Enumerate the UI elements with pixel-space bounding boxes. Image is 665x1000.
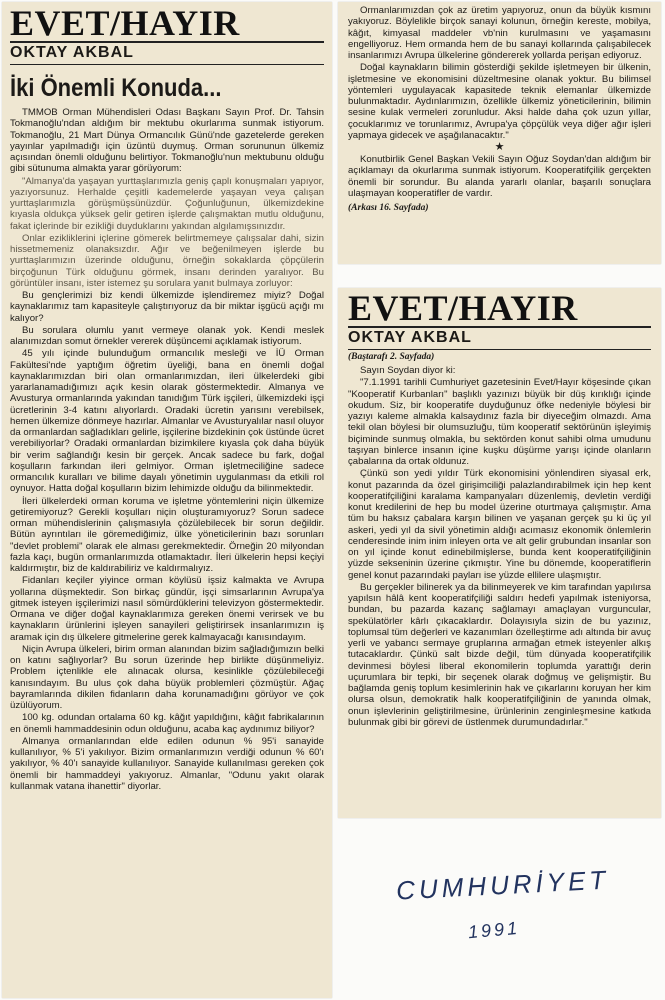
column-title: EVET/HAYIR [348, 288, 578, 328]
column-title: EVET/HAYIR [10, 3, 240, 43]
paragraph: 45 yılı içinde bulunduğum ormancılık mesleği ve İÜ Orman Fakültesi'nde yaptığım öğretim üyeliği, bana en önemli doğal kaynaklarımızdan biri olan ormanlarımızdan, ileri ülkelerdeki gibi yararlanamadığımızı açık kesin olarak göstermektedir. Almanya ve Avusturya ormanlarında yakından tanıdığım Türk işçileri, ülkemizdeki işçi ücretlerinin 3-4 katını alıyorlardı. Oradaki ücretin yarısını verebilsek, hemen ülkemize dönmeye hazırlar. Almanlar ve Avusturyalılar nasıl oluyor da ormanlardan sağladıkları gelirle, işçilerine bizdekinin çok üstünde ücret verebiliyorlar? Oradaki ormanlardan bizimkilere kıyasla çok daha büyük bir verim sağlandığı kesin bir gerçek. Ancak sadece bu fark, doğal koşulların farkından ileri gelmiyor. Orman işletmeciliğine sadece ormancılık kuralları ve bilime dayalı yönetimin uygulanması da etkili rol oynuyor. Hatta doğal koşulların bizim lehimizde olduğu da bilinmektedir. [10, 348, 324, 495]
newspaper-clipping-right-bottom [338, 288, 661, 818]
paragraph: Onlar ezikliklerini içlerine gömerek belirtmemeye çalışsalar dahi, sizin hissetmemeniz olanaksızdır. Ağır ve beğenilmeyen işlerde bu yurttaşlarımızın üzerinde olduğunu, örneğin sokaklarda çöpçülerin birçoğunun Türk olduğunu görmek, insanı derinden yaralıyor. Bu görüntüler insanı, ister istemez şu sorulara yanıt bulmaya zorluyor: [10, 232, 324, 289]
paragraph: "7.1.1991 tarihli Cumhuriyet gazetesinin Evet/Hayır köşesinde çıkan "Kooperatif Kurbanları" başlıklı yazınızı büyük bir düş kırıklığı içinde okudum. Siz, bir kooperatife duyduğunuz öfke nedeniyle böylesi bir yazıyı kaleme almakla kalsaydınız fazla bir diyeceğim olmazdı. Ama tekil olan böylesi bir olumsuzluğu, tüm kooperatif sektörünün işleyimiş biçiminde sunmuş olmakla, bu sektörden konut sahibi olma umudunu taşıyan binlerce insanın içine kuşku düşürme yarışı içinde olanların çabalarına da ortak oldunuz. [348, 377, 651, 467]
article-body [10, 107, 324, 792]
paragraph: "Almanya'da yaşayan yurttaşlarımızla geniş çaplı konuşmaları yapıyor, yazıyorsunuz. Herhalde çeşitli kademelerde yaşayan veya çalışan yurttaşlarımızla görüşmüşsünüzdür. Çoğunluğunun, ülkemizdekine kıyasla oldukça yüksek gelir getiren işlerde çalışmaktan mutlu olduğunu, fakat içlerinde bir ezikliği duyduklarını yakından algılamışsınızdır. [10, 175, 324, 232]
author-name: OKTAY AKBAL [10, 44, 134, 61]
handwritten-newspaper-name: CUMHURİYET [395, 864, 610, 906]
newspaper-clipping-right-top [338, 2, 661, 264]
paragraph: Almanya ormanlarından elde edilen odunun % 95'i sanayide kullanılıyor, % 5'i yakılıyor. Bizim ormanlarımızın verdiği odunun % 60'ı yakılıyor, % 40'ı sanayide kullanılıyor. Sanayide kullanılması gereken çok önemli bir hammaddeyi yakıyoruz. Almanlar, "Odunu yakıt olarak kullanmak vatana ihanettir" diyorlar. [10, 735, 324, 792]
paragraph: Fidanları keçiler yiyince orman köylüsü işsiz kalmakta ve Avrupa yollarına düşmektedir. Son birkaç gündür, işçi simsarlarının Avrupa'ya gitmek isteyen işçilerimizi nasıl sömürdüklerini televizyon göstermektedir. Ormana ve diğer doğal kaynaklarımıza gereken önemi verirsek ve bu kaynakların ürünlerini işleyen sanayileri geliştirirsek insanlarımızın iş aramak için dış ülkelere gitmelerine gerek kalmayacağı kanısındayım. [10, 575, 324, 643]
article-body-continued [348, 5, 651, 199]
article-body [348, 365, 651, 728]
paragraph: Bu sorulara olumlu yanıt vermeye olanak yok. Kendi meslek alanımızdan somut örnekler vererek düşüncemi açıklamak istiyorum. [10, 324, 324, 347]
paragraph: Doğal kaynakların bilimin gösterdiği şekilde işletmeyen bir ülkenin, işletmesine ve ekonomisini düzeltmesine olanak yoktur. Bu bilimsel yöntemleri uygulayacak kapasitede teknik elemanlar ülkemizde bulunmaktadır. Aydınlarımızın, özellikle ülkemiz yöneticilerinin, bilimin sesine kulak vermeleri zorunludur. Aksi halde daha çok uzun yıllar, çocuklarımız ve torunlarımız, Avrupa'ya çöpçülük veya diğer ağır işleri yapmaya gidecek ve aşağılanacaktır." [348, 62, 651, 141]
paragraph: Konutbirlik Genel Başkan Vekili Sayın Oğuz Soydan'dan aldığım bir açıklamayı da okurlarıma sunmak istiyorum. Kooperatifçilik gerçekten önemli bir sorundur. Bu alanda yararlı olanlar, başarılı sonuçlara ulaşmayan kooperatifler de vardır. [348, 154, 651, 199]
paragraph: Çünkü son yedi yıldır Türk ekonomisini yönlendiren siyasal erk, konut pazarında da özel girişimciliği palazlandırabilmek için hep kent kooperatifçiliğini karalama kampanyaları düzenlemiş, devletin verdiği konut kredilerini de hep bu model üzerine oturtmaya çalışmıştır. Ama tüm bu haksız çabalara karşın bilinen ve yaşanan gerçek şu ki üç yıl askeri, yedi yıl da sivil yönetimin aldığı acımasız ekonomik önlemlerin cenderesinde inim inim inleyen orta ve alt gelir grubundan insanlar son on yıl içinde konut edinebilmişlerse, bunda kent kooperatifçiliğinin yüzde sekseninin üzerine çıkmıştır. Yine bu dönemde, kooperatiflerin genel konut pazarındaki payları ise yüzde ellilere ulaşmıştır. [348, 468, 651, 581]
continued-note: (Baştarafı 2. Sayfada) [348, 352, 435, 362]
paragraph: İleri ülkelerdeki orman koruma ve işletme yöntemlerini niçin ülkemize getiremiyoruz? Gerekli koşulları niçin oluşturamıyoruz? Sorun sadece orman mühendislerinin çalışmasıyla çözülebilecek bir sorun değildir. Bütün ayrıntıları ile göremediğimiz, ülke yöneticilerinin bazı sorunları "devlet problemi" olarak ele alması gerekmektedir. Örneğin 20 milyondan fazla kaçı, bugün ormanlarımızda otlamaktadır. İleri ülkelerin hepsi keçiyi kaldırmıştır, biz de kaldırabiliriz ve kaldırmalıyız. [10, 495, 324, 574]
star-separator: ★ [494, 141, 505, 153]
paragraph: Niçin Avrupa ülkeleri, birim orman alanından bizim sağladığımızın belki on katını sağlıyorlar? Bu sorun üzerinde hep birlikte düşünmeliyiz. Problem içtenlikle ele alınacak olursa, kesinlikle çözülebileceği kanısındayım. Bu ulus çok daha büyük problemleri çözmüştür. Ağaç bayramlarında dikilen fidanların daha korunamadığını görüyor ve çok üzülüyorum. [10, 643, 324, 711]
paragraph: Bu gerçekler bilinerek ya da bilinmeyerek ve kim tarafından yapılırsa yapılsın hâlâ kent kooperatifçiliği saldırı hedefi yapılmak isteniyorsa, bundan, bu pazarda kazanç sağlamayı amaçlayan vurguncular, spekülatörler kârlı çıkacaklardır. Dolayısıyla sizin de bu yazınız, toplumsal tüm değerleri ve kazanımları özelleştirme adı altında bir avuç yerli ve yabancı sermaye gruplarına armağan etmek isteyenler alkış tutacaklardır. Çünkü salt bizde değil, tüm dünyada kooperatifçilik devinmesi böylesi liberal ekonomilerin toplumda yarattığı derin uçurumlara bir tepki, bir seçenek olarak doğmuş ve gelişmiştir. Bu bağlamda geniş toplum kesimlerinin hak ve çıkarlarını koruyan her kim olursa olsun, demokratik halk kooperatifçiliğinin de yanında olmak, onun işlevlerinin geliştirilmesine, ürünlerinin zenginleşmesine katkıda bulunmak gibi bir görevi de üstlenmek durumundadırlar." [348, 581, 651, 728]
paragraph: Sayın Soydan diyor ki: [360, 365, 456, 376]
paragraph: TMMOB Orman Mühendisleri Odası Başkanı Sayın Prof. Dr. Tahsin Tokmanoğlu'ndan aldığım bir mektubu okurlarıma sunmak istiyorum. Tokmanoğlu, 21 Mart Dünya Ormancılık Günü'nde gazetelerde gereken yayınlar yapılmadığı için üzüntü duymuş. Orman sorununun ülkemiz açısından önemli olduğunu belirtiyor. Tokmanoğlu'nun mektubunu olduğu gibi sütunuma almakta yarar görüyorum: [10, 107, 324, 175]
paragraph: 100 kg. odundan ortalama 60 kg. kâğıt yapıldığını, kâğıt fabrikalarının en önemli hammaddesinin odun olduğunu, acaba kaç aydınımız biliyor? [10, 712, 324, 735]
paragraph: Ormanlarımızdan çok az üretim yapıyoruz, onun da büyük kısmını yakıyoruz. Böylelikle birçok sanayi kolunun, örneğin kereste, mobilya, kâğıt, kimyasal maddeler vb'nin kurulmasını ve yaşamasını engelliyoruz. Hem ormanda hem de bu sanayi kollarında çalışabilecek insanlarımızı Avrupa ülkelerine göndererek yollarda perişan ediyoruz. [348, 5, 651, 61]
handwritten-year: 1991 [467, 917, 521, 943]
author-rule [10, 64, 324, 65]
article-headline: İki Önemli Konuda... [10, 73, 222, 102]
newspaper-clipping-left [2, 2, 332, 998]
continued-note: (Arkası 16. Sayfada) [348, 203, 429, 213]
author-rule [348, 349, 651, 350]
paragraph: Bu gençlerimizi biz kendi ülkemizde işlendiremez miyiz? Doğal kaynaklarımız tam kapasiteyle çalıştırıyoruz da bir miktar işgücü açığı mı kalıyor? [10, 290, 324, 324]
author-name: OKTAY AKBAL [348, 329, 472, 346]
